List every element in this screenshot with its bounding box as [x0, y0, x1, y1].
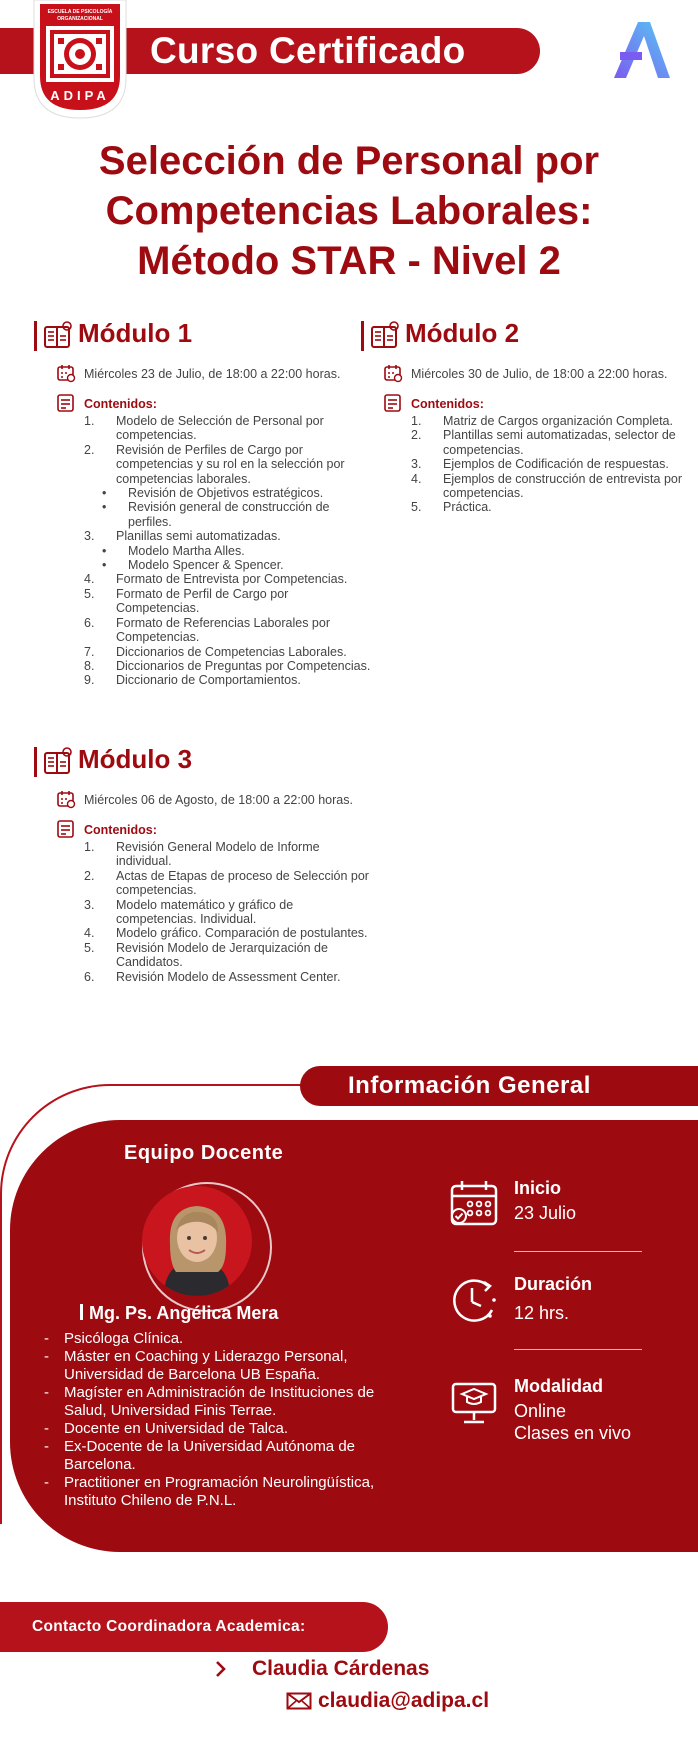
- bio-text: Psicóloga Clínica.: [64, 1330, 184, 1347]
- item-marker: 4.: [84, 572, 95, 587]
- chevron-right-icon: [214, 1660, 228, 1678]
- teacher-name: [80, 1303, 278, 1324]
- course-title-line: Competencias Laborales:: [105, 189, 593, 233]
- mail-icon: [286, 1692, 312, 1710]
- item-marker: •: [102, 486, 107, 501]
- item-marker: 3.: [84, 897, 95, 912]
- fact-value: 23 Julio: [514, 1203, 577, 1223]
- module-item: [84, 926, 374, 940]
- fact-value: 12 hrs.: [514, 1303, 570, 1323]
- module-1: [34, 317, 371, 717]
- module-accent-bar: [34, 321, 37, 351]
- module-subitem: [84, 544, 374, 558]
- item-text: Modelo Martha Alles.: [128, 543, 245, 558]
- module-accent-bar: [361, 321, 364, 351]
- item-marker: 2.: [84, 868, 95, 883]
- module-title: Módulo 1: [78, 318, 193, 348]
- logo-wordmark: ADIPA: [50, 88, 110, 103]
- teacher-name-text: Mg. Ps. Angélica Mera: [89, 1303, 279, 1323]
- module-item: [411, 472, 698, 501]
- item-marker: 4.: [84, 926, 95, 941]
- item-text: Revisión Modelo de Assessment Center.: [116, 969, 341, 984]
- course-title-line: Selección de Personal por: [98, 139, 600, 183]
- module-subitem: [84, 486, 374, 500]
- item-marker: 1.: [84, 840, 95, 854]
- module-item: [411, 414, 698, 428]
- item-text: Revisión de Perfiles de Cargo por competencias y su rol en la selección por competencias laborales.: [116, 442, 345, 486]
- item-marker: 2.: [84, 442, 95, 457]
- bio-item: - Magíster en Administración de Instituciones de Salud, Universidad Finis Terrae.: [44, 1384, 375, 1419]
- module-item: [411, 428, 698, 457]
- module-item: [411, 500, 698, 514]
- item-marker: 5.: [411, 500, 422, 515]
- item-text: Diccionarios de Preguntas por Competencias.: [116, 658, 371, 673]
- divider: [514, 1349, 642, 1350]
- item-text: Formato de Perfil de Cargo por Competencias.: [116, 586, 289, 616]
- item-text: Diccionarios de Competencias Laborales.: [116, 644, 347, 659]
- divider: [514, 1251, 642, 1252]
- item-text: Ejemplos de construcción de entrevista por competencias.: [443, 471, 683, 501]
- bio-text: Ex-Docente de la Universidad Autónoma de Barcelona.: [64, 1438, 356, 1473]
- bio-item: - Ex-Docente de la Universidad Autónoma de Barcelona.: [44, 1438, 356, 1473]
- brand-logo-icon: [612, 20, 670, 82]
- module-date: Miércoles 23 de Julio, de 18:00 a 22:00 horas.: [84, 367, 341, 381]
- calendar-check-icon: [448, 1178, 500, 1230]
- module-item: [84, 443, 374, 486]
- bio-item: - Practitioner en Programación Neurolingüística, Instituto Chileno de P.N.L.: [44, 1474, 375, 1509]
- teacher-photo: [142, 1186, 252, 1296]
- module-date: Miércoles 30 de Julio, de 18:00 a 22:00 horas.: [411, 367, 668, 381]
- module-contents-list: [411, 414, 698, 515]
- course-title: [20, 136, 678, 286]
- item-text: Revisión general de construcción de perfiles.: [128, 500, 330, 529]
- module-item: [411, 457, 698, 471]
- item-marker: 8.: [84, 658, 95, 673]
- course-book-icon: [42, 746, 74, 778]
- module-item: [84, 572, 374, 586]
- module-contents-list: [84, 840, 374, 984]
- module-title: Módulo 2: [405, 318, 520, 348]
- fact-value: Clases en vivo: [514, 1423, 632, 1443]
- item-marker: 5.: [84, 940, 95, 955]
- module-item: [84, 659, 374, 673]
- bio-item: - Máster en Coaching y Liderazgo Personal, Universidad de Barcelona UB España.: [44, 1348, 348, 1383]
- bio-text: Practitioner en Programación Neurolingüística, Instituto Chileno de P.N.L.: [64, 1474, 375, 1509]
- online-class-icon: [448, 1376, 500, 1428]
- fact-label: Modalidad: [514, 1376, 603, 1396]
- info-title: Información General: [348, 1072, 591, 1099]
- contents-label: Contenidos:: [411, 397, 484, 411]
- module-item: [84, 414, 374, 443]
- adipa-logo: [30, 0, 130, 120]
- item-text: Modelo gráfico. Comparación de postulantes.: [116, 926, 368, 941]
- item-marker: 3.: [84, 529, 95, 544]
- item-text: Modelo de Selección de Personal por competencias.: [116, 414, 324, 443]
- header-title: Curso Certificado: [150, 30, 466, 71]
- item-text: Revisión General Modelo de Informe individual.: [116, 840, 320, 869]
- svg-text:ORGANIZACIONAL: ORGANIZACIONAL: [57, 16, 103, 22]
- item-marker: 2.: [411, 428, 422, 443]
- teacher-bio-list: [42, 1330, 412, 1510]
- module-item: [84, 673, 374, 687]
- course-book-icon: [42, 320, 74, 352]
- fact-value: Online: [514, 1401, 567, 1421]
- module-item: [84, 616, 374, 645]
- module-title: Módulo 3: [78, 744, 193, 774]
- item-text: Modelo matemático y gráfico de competencias. Individual.: [116, 897, 294, 927]
- module-2: [361, 317, 691, 577]
- svg-text:ESCUELA DE PSICOLOGÍA: ESCUELA DE PSICOLOGÍA: [47, 9, 113, 15]
- course-title-line: Método STAR - Nivel 2: [137, 239, 561, 283]
- item-marker: 4.: [411, 471, 422, 486]
- module-subitem: [84, 558, 374, 572]
- fact-label: Duración: [514, 1274, 593, 1294]
- team-title: Equipo Docente: [124, 1142, 284, 1164]
- module-contents-list: [84, 414, 374, 688]
- item-text: Plantillas semi automatizadas, selector de competencias.: [443, 428, 676, 457]
- module-accent-bar: [34, 747, 37, 777]
- item-text: Actas de Etapas de proceso de Selección por competencias.: [116, 868, 369, 898]
- contents-list-icon: [56, 393, 76, 413]
- item-marker: •: [102, 543, 107, 558]
- bio-text: Docente en Universidad de Talca.: [64, 1420, 289, 1437]
- fact-label: Inicio: [514, 1178, 562, 1198]
- module-item: [84, 587, 374, 616]
- bio-item: - Docente en Universidad de Talca.: [44, 1420, 289, 1437]
- module-3: [34, 743, 369, 1013]
- calendar-icon: [56, 789, 76, 809]
- item-text: Matriz de Cargos organización Completa.: [443, 414, 673, 428]
- bio-text: Magíster en Administración de Instituciones de Salud, Universidad Finis Terrae.: [64, 1384, 375, 1419]
- contact-name: Claudia Cárdenas: [252, 1657, 430, 1680]
- contact-label: Contacto Coordinadora Academica:: [32, 1618, 306, 1635]
- module-item: [84, 645, 374, 659]
- module-item: [84, 970, 374, 984]
- item-marker: 6.: [84, 615, 95, 630]
- calendar-icon: [383, 363, 403, 383]
- item-marker: •: [102, 558, 107, 573]
- contents-list-icon: [383, 393, 403, 413]
- contents-label: Contenidos:: [84, 823, 157, 837]
- module-subitem: [84, 500, 374, 529]
- module-date: Miércoles 06 de Agosto, de 18:00 a 22:00 horas.: [84, 793, 353, 807]
- module-item: [84, 840, 374, 869]
- clock-icon: [448, 1274, 500, 1326]
- item-text: Revisión de Objetivos estratégicos.: [128, 486, 324, 501]
- contact-email[interactable]: claudia@adipa.cl: [318, 1689, 490, 1712]
- module-item: [84, 898, 374, 927]
- item-marker: 3.: [411, 457, 422, 472]
- item-marker: 5.: [84, 586, 95, 601]
- item-text: Formato de Referencias Laborales por Competencias.: [116, 615, 331, 645]
- item-marker: 9.: [84, 673, 95, 688]
- bio-text: Máster en Coaching y Liderazgo Personal, Universidad de Barcelona UB España.: [64, 1348, 348, 1383]
- module-item: [84, 941, 374, 970]
- item-marker: 6.: [84, 969, 95, 984]
- calendar-icon: [56, 363, 76, 383]
- item-marker: •: [102, 500, 107, 515]
- contents-list-icon: [56, 819, 76, 839]
- item-marker: 1.: [84, 414, 95, 428]
- bio-item: - Psicóloga Clínica.: [44, 1330, 184, 1347]
- item-marker: 1.: [411, 414, 422, 428]
- item-text: Ejemplos de Codificación de respuestas.: [443, 457, 669, 472]
- module-item: [84, 869, 374, 898]
- item-marker: 7.: [84, 644, 95, 659]
- item-text: Práctica.: [443, 500, 492, 515]
- contents-label: Contenidos:: [84, 397, 157, 411]
- module-item: [84, 529, 374, 543]
- course-book-icon: [369, 320, 401, 352]
- item-text: Modelo Spencer & Spencer.: [128, 558, 284, 573]
- item-text: Revisión Modelo de Jerarquización de Candidatos.: [116, 940, 328, 970]
- item-text: Diccionario de Comportamientos.: [116, 673, 301, 688]
- item-text: Formato de Entrevista por Competencias.: [116, 572, 348, 587]
- item-text: Planillas semi automatizadas.: [116, 529, 281, 544]
